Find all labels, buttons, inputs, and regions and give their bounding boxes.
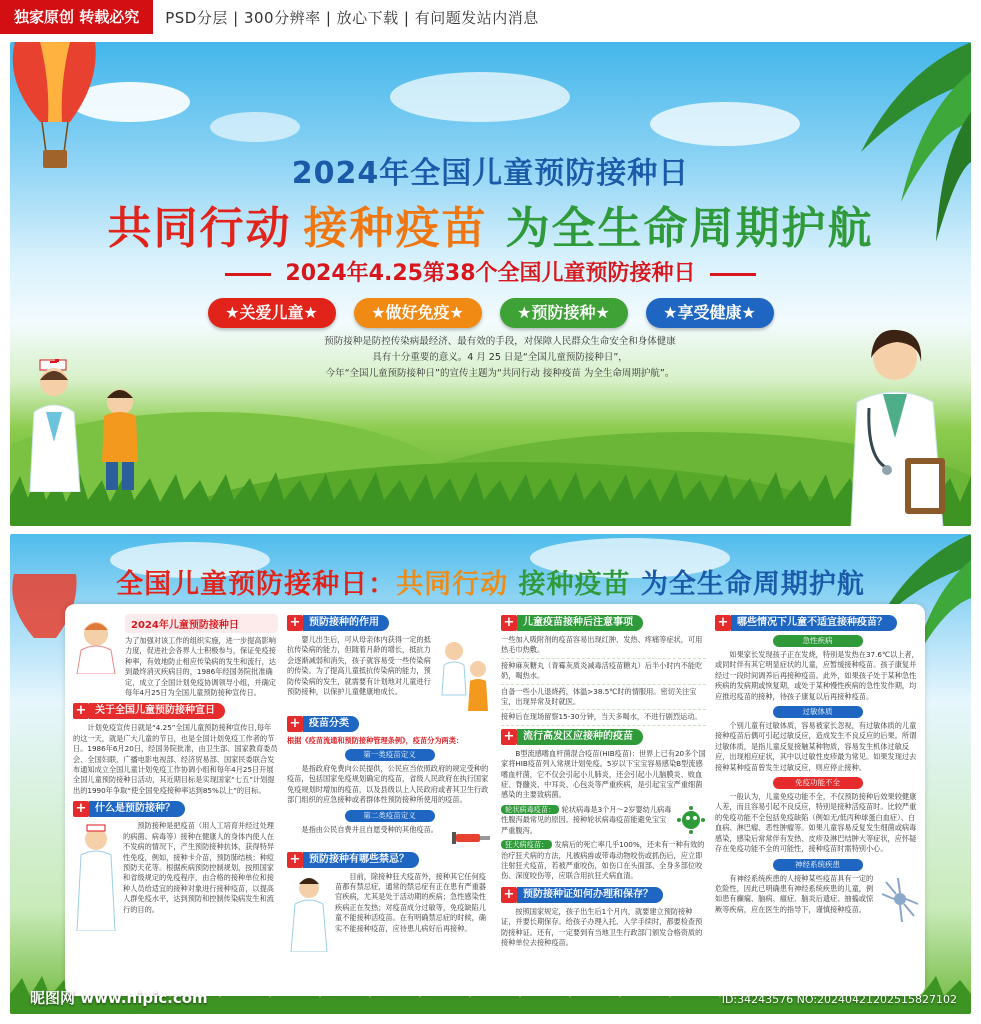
list-item: 接种后在现场留察15-30分钟，当天多喝水，不进行剧烈运动。 [501, 712, 706, 725]
rabies-body: 发病后的死亡率几乎100%，还未有一种有效的治疗狂犬病的方法，凡被病兽或带毒动物咬伤或抓伤后，应立即注射狂犬疫苗，若被严重咬伤，如伤口在头面部、全身多部位咬伤、深度咬伤等，应联合用抗狂犬病血清。 [501, 840, 705, 881]
section-label: 预防接种证如何办理和保存？ [517, 887, 663, 903]
rabies-label: 狂犬病疫苗： [501, 840, 552, 849]
slogan-part: 为全生命周期护航 [505, 203, 874, 254]
rotavirus-body: 轮状病毒是3个月～2岁婴幼儿病毒性腹泻最常见的原因。接种轮状病毒疫苗能避免宝宝严重腹泻。 [501, 804, 672, 835]
banner-slogan [10, 192, 971, 256]
section-header [287, 614, 492, 632]
board-title-part: 接种疫苗 [518, 569, 641, 600]
section-label: 哪些情况下儿童不适宜接种疫苗？ [731, 615, 897, 631]
section-text: 按照国家规定，孩子出生后1个月内，就要建立预防接种证，并要长期保存。给孩子办理入托、入学手续时，都要检查预防接种证。还有，一定要到有当地卫生行政部门颁发合格资质的接种单位去接种疫苗。 [501, 906, 703, 947]
rotavirus-label: 轮状病毒疫苗： [501, 805, 559, 814]
subsection-pill: 第二类疫苗定义 [345, 810, 435, 822]
slogan-part: 共同行动 [107, 203, 292, 254]
section-header [287, 851, 492, 869]
section-label: 疫苗分类 [303, 716, 359, 732]
section-label: 预防接种有哪些禁忌？ [303, 852, 419, 868]
board-title-part: 全国儿童预防接种日： [116, 569, 397, 600]
section-text: 有神经系统疾患的人接种某些疫苗具有一定的危险性，因此已明确患有神经系统疾患的儿童，例如患有癫痫、脑病、癔症、脑炎后遗症、抽搐或惊厥等疾病，应在医生的指导下，谨慎接种疫苗。 [715, 873, 874, 914]
section-header [501, 614, 706, 632]
tag-row [10, 298, 971, 328]
section-header [715, 614, 920, 632]
info-board [65, 604, 925, 996]
section-text: 为了加强对该工作的组织实施，进一步提高影响力度，促进社会各界人士积极参与，保证免疫接种率，有效地防止相应传染病的发生和流行，达到最终消灭疾病目的，1986年经国务院批准确定，成立了全国计划免疫协调领导小组，并确定每年4月25日为全国儿童预防接种宣传日。 [125, 636, 276, 698]
section-label: 预防接种的作用 [303, 615, 389, 631]
neuron-icon [880, 874, 920, 924]
section-text: 如果家长发现孩子正在发烧，特别是发热在37.6℃以上者，或同时伴有其它明显症状的儿童，应暂缓接种疫苗。孩子康复并经过一段时间调养后再接种疫苗。此外，如果孩子处于某种急性疾病的发病期或恢复期，或处于某种慢性疾病的急性发作期，均应推迟疫苗的接种，待孩子康复以后再接种疫苗。 [715, 650, 919, 701]
list-item: 一些加入吸附剂的疫苗容易出现红肿、发热、疼痛等症状，可用热毛巾热敷。 [501, 635, 706, 659]
section-text: 个别儿童有过敏体质，容易被家长忽视，有过敏体质的儿童接种疫苗后偶可引起过敏反应，造成发生不良反应的后果。所谓过敏体质，是指儿童反复接触某种物质，容易发生机体过敏反应，出现相应症状，其中以过敏性皮疹最为常见。如果发现过去接种某种疫苗曾发生过敏反应，则应停止接种。 [715, 721, 917, 772]
plus-icon: + [287, 852, 303, 868]
plus-icon: + [73, 801, 89, 817]
section-text: 目前，除接种狂犬疫苗外，接种其它任何疫苗都有禁忌症，通常的禁忌症有正在患有严重器官疾病，尤其是处于活动期的疾病；急性感染性疾病正在发热；对疫苗成分过敏等，免疫缺陷儿童不能接种活疫苗。在有明确禁忌症的时候，确实不能接种疫苗，应待患儿病好后再接种。 [335, 871, 486, 933]
section-heading: 2024年儿童预防接种日 [125, 614, 278, 633]
list-item: 接种麻灰糖丸（青霉灰质炎减毒活疫苗糖丸）后半小时内不能吃奶，喝热水。 [501, 661, 706, 685]
section-text: 是指政府免费向公民提供，公民应当依照政府的规定受种的疫苗，包括国家免疫规划确定的疫苗，省级人民政府在执行国家免疫规划时增加的疫苗，以及县级以上人民政府或者其卫生行政部门组织的应急接种或者群体性预防接种所使用的疫苗。 [287, 764, 489, 805]
info-column-3 [501, 614, 706, 989]
plus-icon: + [287, 716, 303, 732]
tag-vaccination: ★预防接种★ [500, 298, 628, 328]
doctor-avatar-icon [73, 821, 119, 931]
date-line-text: 2024年4.25第38个全国儿童预防接种日 [285, 261, 696, 286]
subsection-pill: 免疫功能不全 [773, 777, 863, 789]
section-text: 是指由公民自费并且自愿受种的其他疫苗。 [301, 824, 438, 834]
watermark: 昵图网 www.nipic.com [30, 989, 208, 1007]
section-header [501, 886, 706, 904]
section-label: 流行高发区应接种的疫苗 [517, 729, 643, 745]
section-text: 一般认为，儿童免疫功能不全，不仅预防接种后效果较健康人差，而且容易引起不良反应，特别是接种活疫苗时。比较严重的免疫功能不全包括免疫缺陷（例如无/低丙种球蛋白血症）、白血病、淋巴瘤、恶性肿瘤等。如果儿童容易反复发生细菌或病毒感染，感染后常常伴有发热、皮疹及淋巴结肿大等症状，应怀疑存在免疫功能不全的可能性，接种疫苗时需特别小心。 [715, 792, 917, 854]
nurse-vaccinating-child-illustration [20, 342, 170, 492]
plus-icon: + [501, 887, 517, 903]
nurse-avatar-icon [73, 614, 119, 674]
info-column-4 [715, 614, 920, 989]
info-column-1 [73, 614, 278, 989]
subsection-pill: 第一类疫苗定义 [345, 749, 435, 761]
board-panel [10, 534, 971, 1014]
intro-line: 预防接种是防控传染病最经济、最有效的手段，对保障人民群众生命安全和身体健康 [324, 336, 676, 347]
board-title-part: 为全生命周期护航 [640, 569, 865, 600]
download-info: PSD分层 | 300分辨率 | 放心下载 | 有问题发站内消息 [165, 8, 539, 27]
slogan-part: 接种疫苗 [303, 203, 488, 254]
banner-year-title: 2024年全国儿童预防接种日 [291, 156, 690, 191]
tag-health: ★享受健康★ [646, 298, 774, 328]
plus-icon: + [501, 729, 517, 745]
subsection-pill: 神经系统疾患 [773, 859, 863, 871]
section-label: 什么是预防接种？ [89, 801, 185, 817]
section-header [73, 800, 278, 818]
section-label: 关于全国儿童预防接种宣日 [89, 703, 225, 719]
subsection-pill: 过敏体质 [773, 706, 863, 718]
intro-line: 具有十分重要的意义。4 月 25 日是“全国儿童预防接种日”， [372, 352, 628, 363]
section-label: 儿童疫苗接种后注意事项 [517, 615, 643, 631]
section-header [501, 728, 706, 746]
list-item: 自备一些小儿退烧药，体温>38.5℃时的情服用。密切关注宝宝，出现异常及时就医。 [501, 687, 706, 711]
virus-icon [676, 805, 706, 835]
info-column-2 [287, 614, 492, 989]
intro-line: 今年“全国儿童预防接种日”的宣传主题为“共同行动 接种疫苗 为全生命周期护航”。 [325, 368, 675, 379]
doctor-illustration [839, 318, 959, 526]
plus-icon: + [73, 703, 89, 719]
rabies-text [501, 840, 706, 882]
tag-immunity: ★做好免疫★ [354, 298, 482, 328]
exclusive-badge: 独家原创 转载必究 [0, 0, 153, 34]
section-header [287, 715, 492, 733]
tag-care-children: ★关爱儿童★ [208, 298, 336, 328]
cloud-shape [390, 72, 570, 122]
classification-note: 根据《疫苗流通和预防接种管理条例》，疫苗分为两类： [287, 736, 464, 745]
banner-intro [300, 334, 700, 382]
plus-icon: + [287, 615, 303, 631]
section-text: B型流感嗜血杆菌混合疫苗(HIB疫苗)：世界上已有20多个国家将HIB疫苗列入常规计划免疫。5岁以下宝宝容易感染B型流感嗜血杆菌，它不仅会引起小儿肺炎，还会引起小儿脑膜炎、败血症、脊髓炎、中耳炎、心包炎等严重疾病，是引起宝宝严重细菌感染的主要致病菌。 [501, 748, 706, 800]
vaccination-scene-icon [436, 635, 492, 715]
divider [225, 273, 271, 276]
top-info-bar [0, 0, 981, 34]
banner-date-line [10, 256, 971, 287]
section-header [73, 702, 278, 720]
plus-icon: + [501, 615, 517, 631]
board-title [10, 562, 971, 601]
cloud-shape [210, 112, 300, 142]
plus-icon: + [715, 615, 731, 631]
syringe-icon [452, 825, 492, 851]
cloud-shape [650, 102, 800, 146]
banner-panel [10, 42, 971, 526]
board-title-part: 共同行动 [396, 569, 519, 600]
section-text: 计划免疫宣传日就是“4.25”全国儿童预防接种宣传日,每年的这一天，就是广大儿童的节日，也是全国计划免疫工作者的节日。1986年6月20日，经国务院批准，由卫生部、国家教育委员会、全国妇联、广播电影电视部、经济贸易部、国家民委联合发布通知成立全国儿童计划免疫工作协调小组和每年4月25日开展全国儿童预防接种日活动，其近期目标是实现国家“七五”计划提出的1990年争取“使全国免疫接种率达到85%以上”的目标。 [73, 723, 278, 795]
rotavirus-text [501, 805, 672, 836]
doctor-avatar-icon [287, 872, 331, 952]
subsection-pill: 急性疾病 [773, 635, 863, 647]
image-id: ID:34243576 NO:20240421202515827102 [721, 993, 957, 1006]
divider [710, 273, 756, 276]
section-text: 婴儿出生后，可从母亲体内获得一定的抵抗传染病的能力，但随着月龄的增长，抵抗力会逐渐减弱和消失，孩子就容易受一些传染病的传染。为了提高儿童抵抗传染病的能力，预防传染病的发生，就需要有计划地对儿童进行预防接种，以保护儿童健康地成长。 [287, 635, 431, 697]
section-text: 预防接种是把疫苗（用人工培育并经过处理的病菌、病毒等）接种在健康人的身体内使人在不发病的情况下，产生预防接种抗体，获得特异性免疫，例如，接种卡介苗，预防肺结核；种痘预防天花等。根据疾病预防控制规划，按照国家和省级规定的免疫程序，由合格的接种单位和接种人员给适宜的接种对象进行接种疫苗，以提高人群免疫水平，达到预防和控制传染病发生和流行的目的。 [123, 821, 274, 914]
